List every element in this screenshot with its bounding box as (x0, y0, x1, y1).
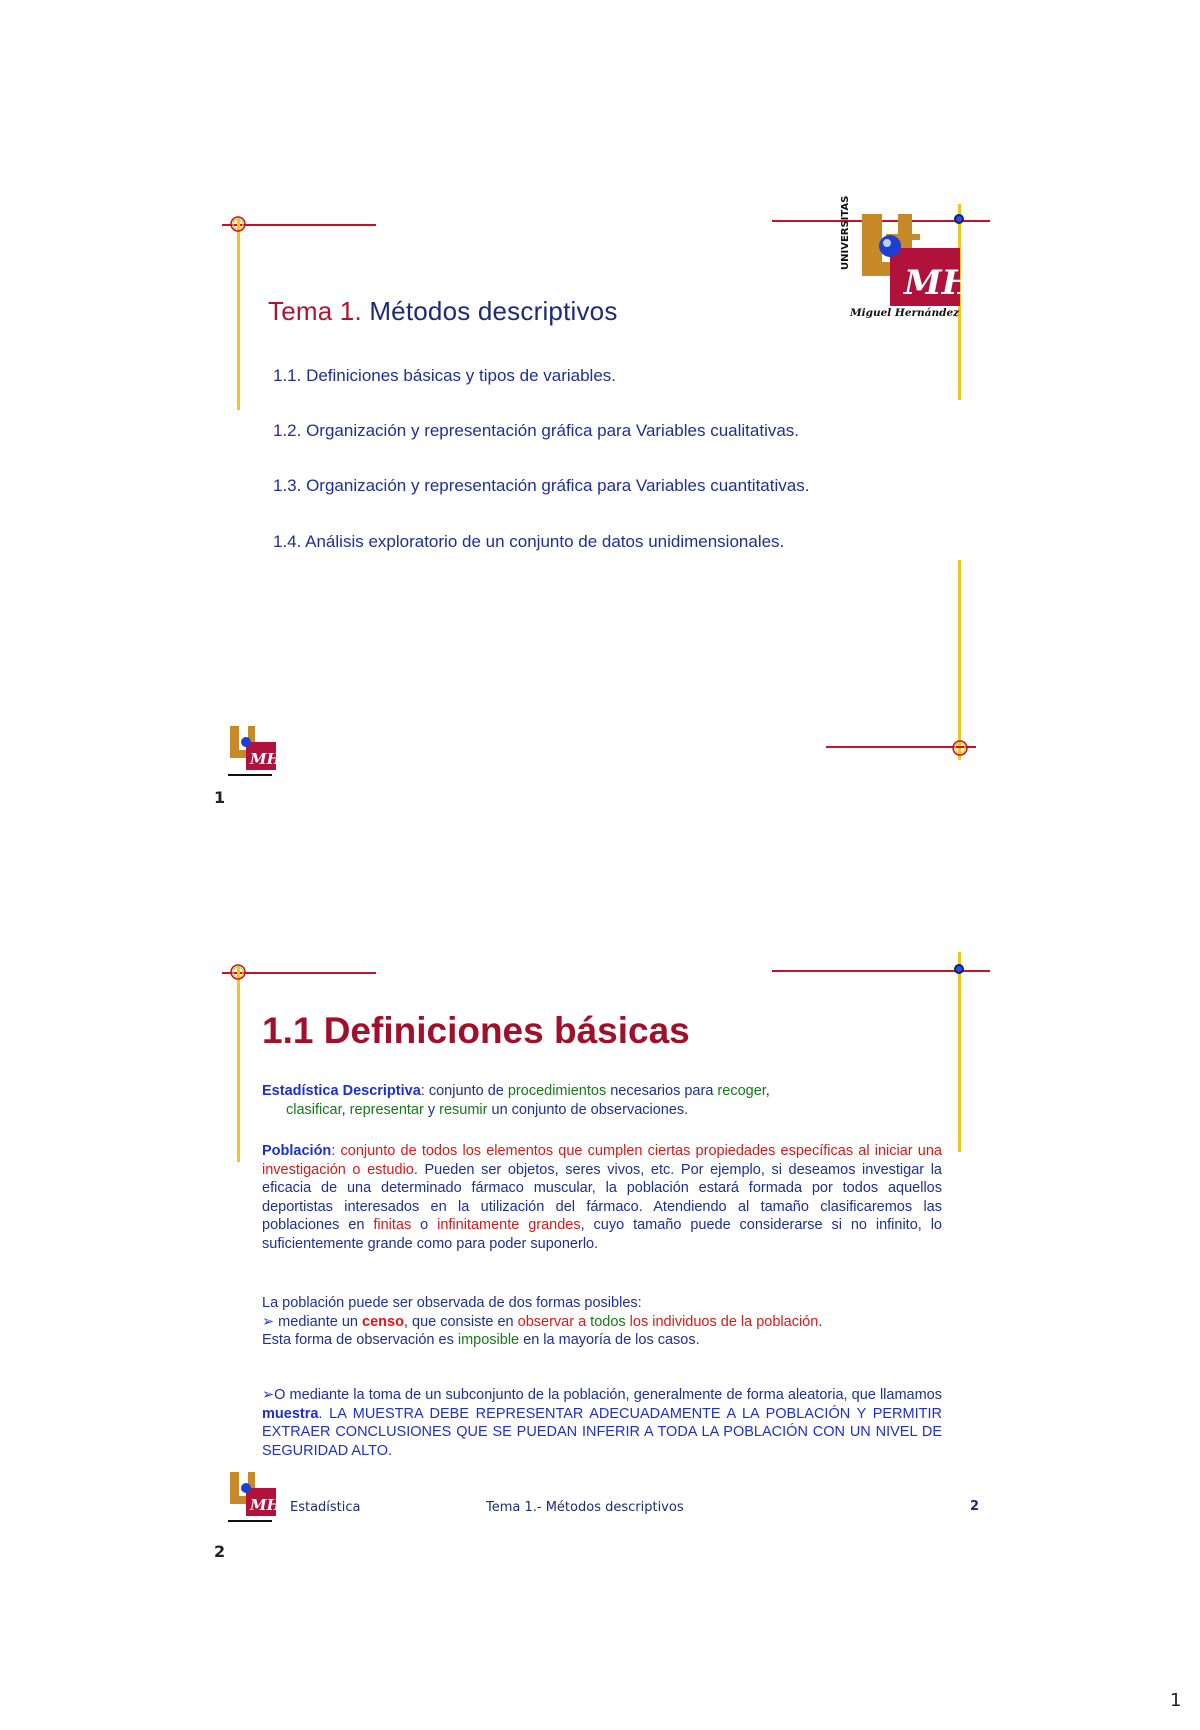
muestra-definition: ➢O mediante la toma de un subconjunto de la población, generalmente de forma aleatoria, que llamamos muestra. LA MUESTRA DEBE REPRESENTAR ADECUADAMENTE A LA POBLACIÓN Y PERMITIR EXTRAER CONCLUSIONES QUE SE PUEDAN INFERIR A TODA LA POBLACIÓN CON UN NIVEL DE SEGURIDAD ALTO. (262, 1387, 942, 1459)
observation-forms: La población puede ser observada de dos formas posibles: ➢ mediante un censo, que consiste en observar a todos los individuos de la población. Esta forma de observación es imposible en la mayoría de los casos. (262, 1295, 823, 1348)
definition-poblacion: Población: conjunto de todos los elementos que cumplen ciertas propiedades específicas al iniciar una investigación o estudio. Pueden ser objetos, seres vivos, etc. Por ejemplo, si deseamos investigar la eficacia de una determinado fármaco muscular, la población estará formada por todos aquellos deportistas interesados en la utilización del fármaco. Atendiendo al tamaño clasificaremos las poblaciones en finitas o infinitamente grandes, cuyo tamaño puede considerarse si no infinito, lo suficientemente grande como para poder suponerlo. (262, 1143, 942, 1252)
page-number: 2 (214, 1542, 226, 1561)
svg-text:Miguel Hernández: Miguel Hernández (850, 307, 960, 319)
sheet-page-number: 1 (1170, 1690, 1182, 1711)
arrow-bullet-icon: ➢ (262, 1387, 275, 1403)
svg-text:MH: MH (250, 1496, 281, 1514)
svg-text:UNIVERSITAS: UNIVERSITAS (840, 195, 851, 270)
left-yellow-line (237, 218, 240, 410)
slide-1-title: Tema 1. Métodos descriptivos (268, 296, 618, 326)
toc-item-4: 1.4. Análisis exploratorio de un conjunto de datos unidimensionales. (273, 532, 785, 551)
university-logo (840, 195, 974, 322)
arrow-bullet-icon: ➢ (262, 1313, 275, 1330)
crosshair-icon (226, 212, 250, 236)
footer-slide-number: 2 (970, 1499, 980, 1514)
toc-item-1: 1.1. Definiciones básicas y tipos de variables. (273, 366, 617, 385)
toc-item-2: 1.2. Organización y representación gráfica para Variables cualitativas. (273, 421, 800, 440)
definition-estadistica-descriptiva: Estadística Descriptiva: conjunto de procedimientos necesarios para recoger, clasificar, representar y resumir un conjunto de observaciones. (262, 1083, 770, 1118)
slide-2 (0, 752, 1200, 1617)
toc-item-3: 1.3. Organización y representación gráfica para Variables cuantitativas. (273, 476, 810, 495)
page-number: 1 (214, 788, 226, 807)
crosshair-icon (226, 960, 250, 984)
blue-dot-icon (954, 964, 964, 974)
footer-course: Estadística (290, 1500, 361, 1515)
svg-text:MH: MH (250, 750, 281, 768)
footer-topic: Tema 1.- Métodos descriptivos (486, 1500, 684, 1515)
left-yellow-line (237, 966, 240, 1162)
university-logo-small (226, 1470, 281, 1526)
svg-text:MH: MH (904, 263, 974, 303)
right-yellow-line-top (958, 952, 961, 1152)
right-yellow-line-bottom (958, 560, 961, 760)
slide-2-heading: 1.1 Definiciones básicas (262, 1010, 690, 1051)
